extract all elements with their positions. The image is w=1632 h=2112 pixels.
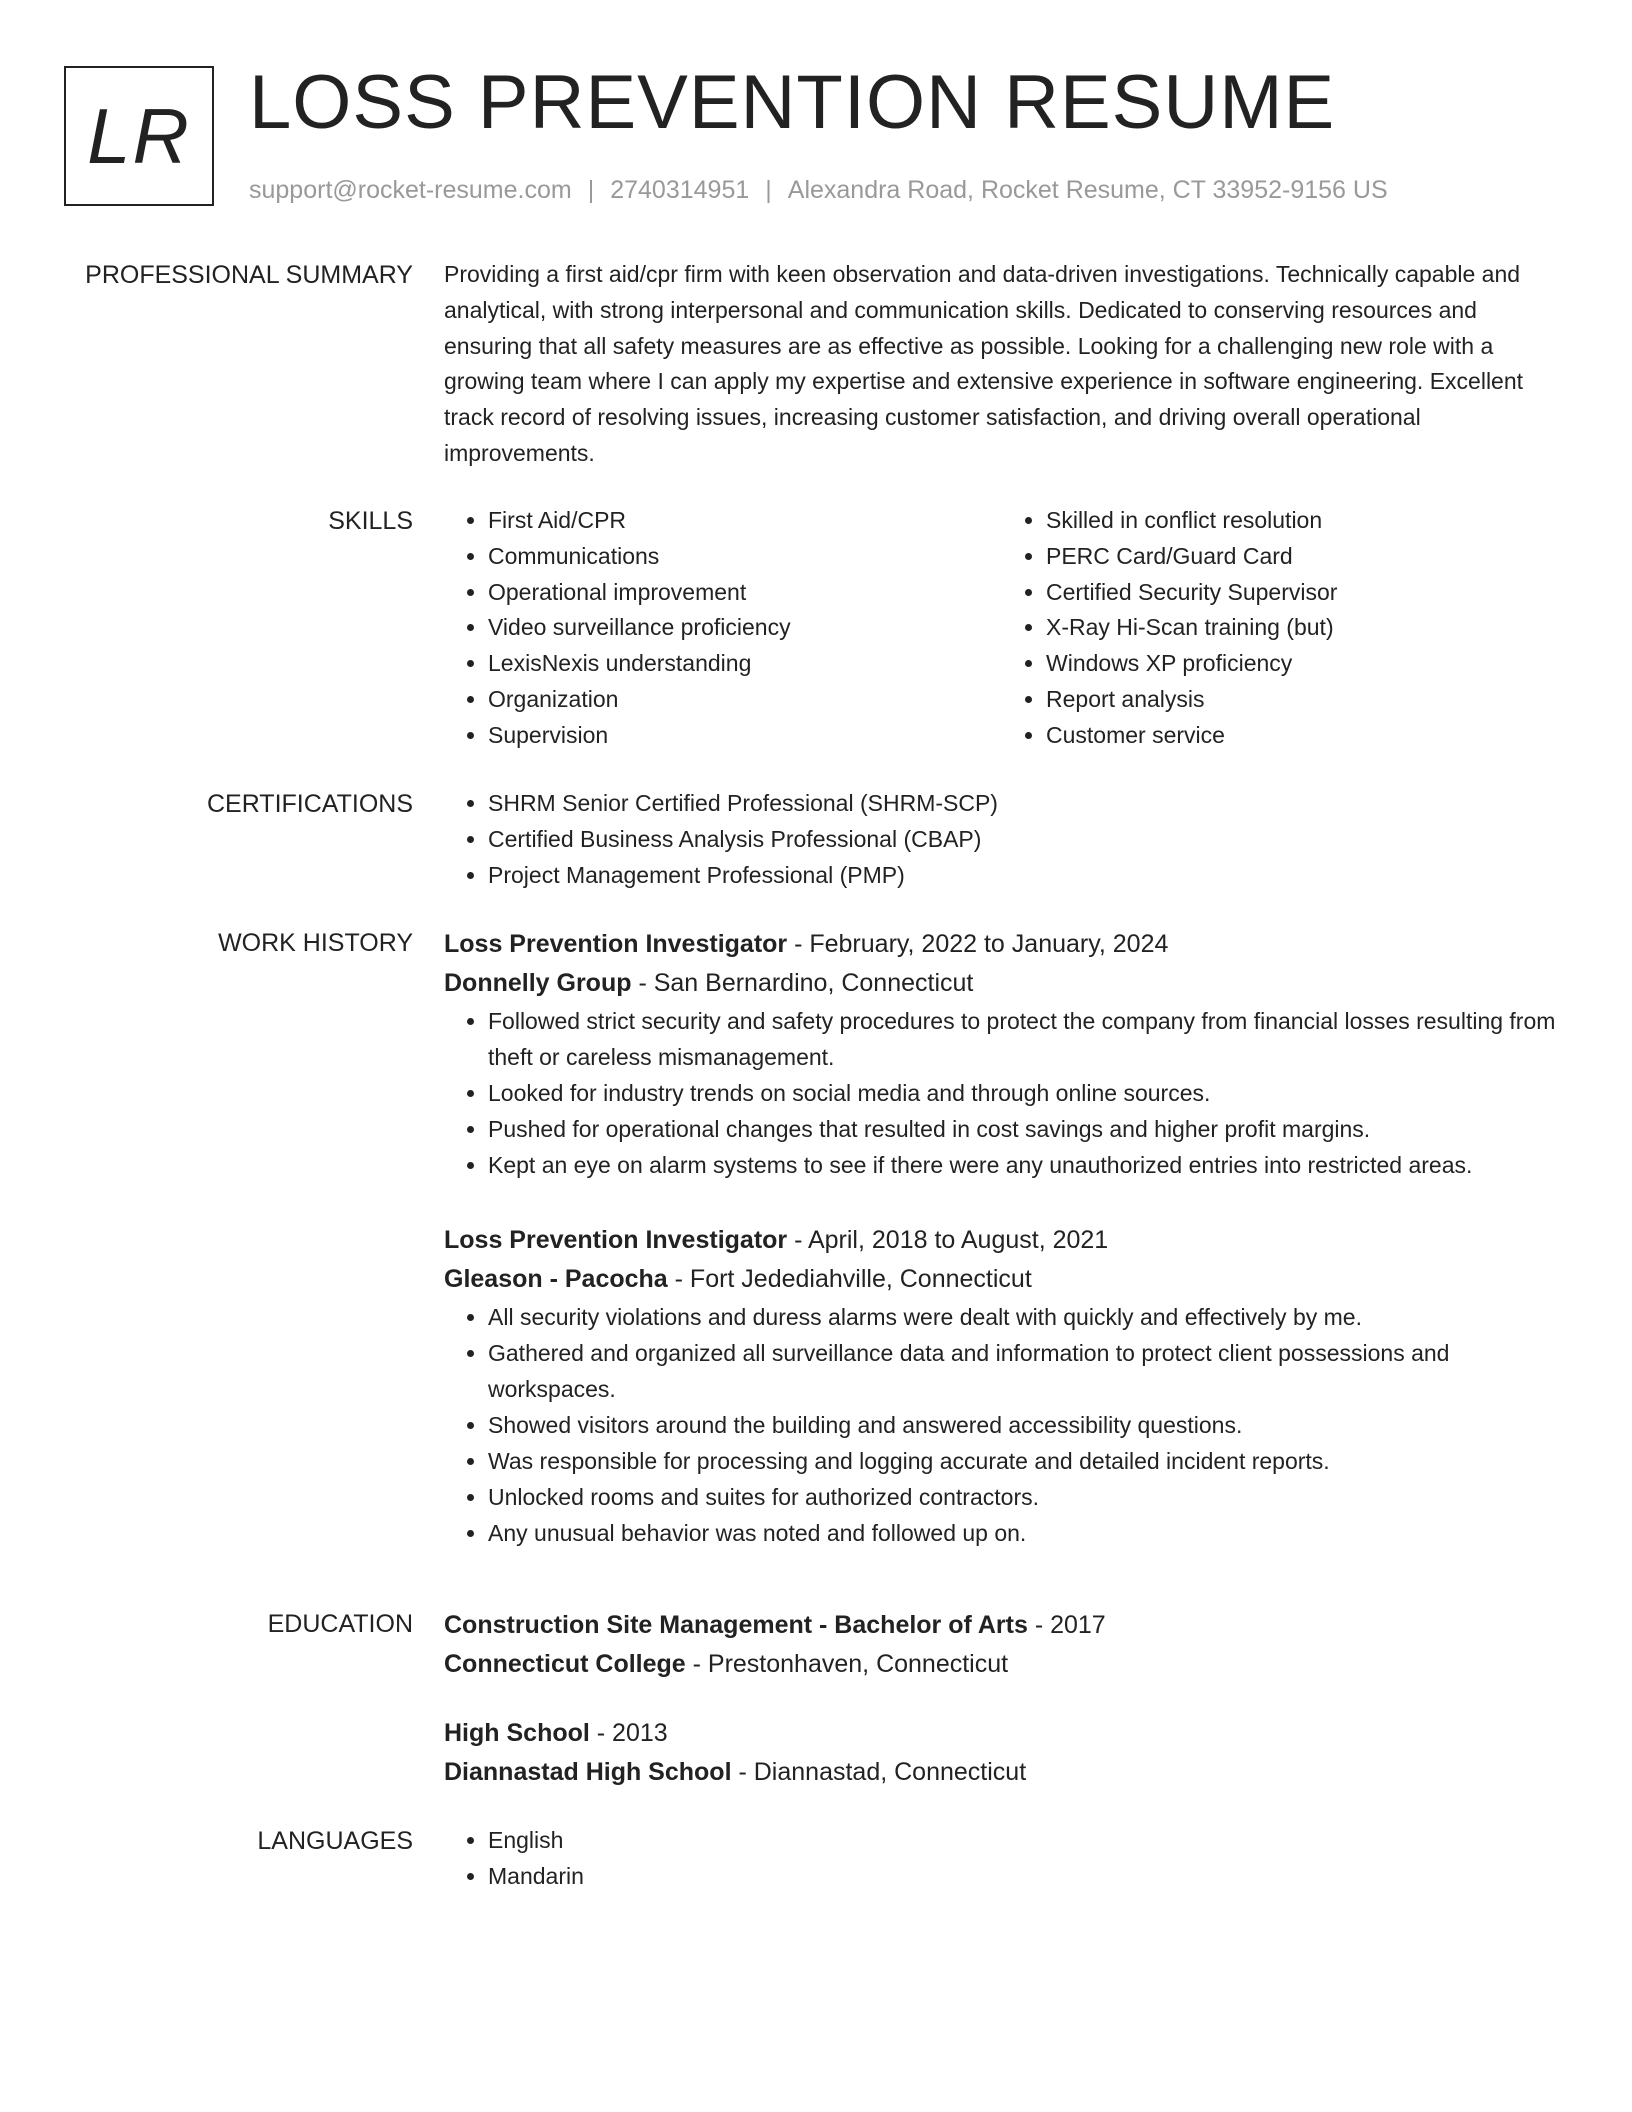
job-duties-list [444, 1299, 1560, 1551]
education-location: - Prestonhaven, Connecticut [685, 1650, 1009, 1678]
job-duty: • Any unusual behavior was noted and followed up on. [488, 1515, 1560, 1551]
education-degree: Construction Site Management - Bachelor of Arts [444, 1611, 1028, 1639]
education-degree-line [444, 1714, 1560, 1753]
monogram-text: LR [87, 91, 191, 180]
education-location: - Diannastad, Connecticut [731, 1758, 1027, 1786]
certifications-body [444, 786, 1560, 893]
job-duty: • Showed visitors around the building and answered accessibility questions. [488, 1407, 1560, 1443]
skills-label: SKILLS [328, 507, 413, 535]
work-history-body [444, 925, 1560, 1551]
job-duty: • Followed strict security and safety procedures to protect the company from financial losses resulting from theft or careless mismanagement. [488, 1003, 1560, 1075]
education-degree-line [444, 1606, 1560, 1645]
summary-label: PROFESSIONAL SUMMARY [85, 261, 413, 289]
skill-item: • Operational improvement [488, 575, 1002, 611]
job-location: - Fort Jedediahville, Connecticut [667, 1265, 1032, 1293]
job-duty: • All security violations and duress alarms were dealt with quickly and effectively by me. [488, 1299, 1560, 1335]
job-duty: • Unlocked rooms and suites for authorized contractors. [488, 1479, 1560, 1515]
skill-item: • Organization [488, 682, 1002, 718]
certification-item: • Certified Business Analysis Professional (CBAP) [488, 822, 1560, 858]
skills-list-left [444, 503, 1002, 754]
language-item: • Mandarin [488, 1859, 1560, 1895]
skill-item: • Customer service [1046, 718, 1560, 754]
languages-list [444, 1823, 1560, 1895]
job-duties-list [444, 1003, 1560, 1183]
job-title-line [444, 925, 1560, 964]
contact-phone: 2740314951 [610, 176, 750, 204]
skill-item: • Skilled in conflict resolution [1046, 503, 1560, 539]
monogram-badge [64, 66, 214, 206]
education-entry [444, 1606, 1560, 1684]
skill-item: • Supervision [488, 718, 1002, 754]
certification-item: • SHRM Senior Certified Professional (SHRM-SCP) [488, 786, 1560, 822]
job-title-line [444, 1221, 1560, 1260]
certifications-list [444, 786, 1560, 893]
skill-item: • First Aid/CPR [488, 503, 1002, 539]
summary-text: Providing a first aid/cpr firm with keen observation and data-driven investigations. Technically capable and analytical, with strong interpersonal and communication skills. Dedicated to conserving resources and ensuring that all safety measures are as effective as possible. Looking for a challenging new role with a growing team where I can apply my expertise and extensive experience in software engineering. Excellent track record of resolving issues, increasing customer satisfaction, and driving overall operational improvements. [444, 261, 1524, 466]
job-duty: • Kept an eye on alarm systems to see if there were any unauthorized entries into restricted areas. [488, 1147, 1560, 1183]
job-duty: • Looked for industry trends on social media and through online sources. [488, 1075, 1560, 1111]
language-item: • English [488, 1823, 1560, 1859]
job-dates: - February, 2022 to January, 2024 [787, 930, 1169, 958]
education-school-line [444, 1645, 1560, 1684]
work-history-label: WORK HISTORY [218, 929, 413, 957]
languages-body [444, 1823, 1560, 1895]
education-body [444, 1606, 1560, 1792]
contact-separator: | [587, 176, 595, 204]
education-entry [444, 1714, 1560, 1792]
job-company-line [444, 964, 1560, 1003]
contact-separator: | [765, 176, 772, 204]
job-company: Gleason - Pacocha [444, 1265, 668, 1293]
skill-item: • Windows XP proficiency [1046, 646, 1560, 682]
skill-item: • Certified Security Supervisor [1046, 575, 1560, 611]
skills-list-right [1002, 503, 1560, 754]
contact-address: Alexandra Road, Rocket Resume, CT 33952-9156 US [787, 176, 1388, 204]
certification-item: • Project Management Professional (PMP) [488, 858, 1560, 894]
education-year: - 2013 [589, 1719, 668, 1747]
skill-item: • Communications [488, 539, 1002, 575]
summary-body [444, 257, 1560, 472]
job-company: Donnelly Group [444, 969, 632, 997]
education-year: - 2017 [1027, 1611, 1106, 1639]
job-location: - San Bernardino, Connecticut [631, 969, 974, 997]
job-title: Loss Prevention Investigator [444, 1226, 788, 1254]
education-label: EDUCATION [267, 1610, 413, 1638]
skill-item: • X-Ray Hi-Scan training (but) [1046, 610, 1560, 646]
skill-item: • LexisNexis understanding [488, 646, 1002, 682]
skill-item: • Report analysis [1046, 682, 1560, 718]
resume-title: LOSS PREVENTION RESUME [249, 60, 1336, 145]
skills-body [444, 503, 1560, 754]
education-school: Connecticut College [444, 1650, 686, 1678]
job-dates: - April, 2018 to August, 2021 [787, 1226, 1109, 1254]
job-company-line [444, 1260, 1560, 1299]
education-school: Diannastad High School [444, 1758, 732, 1786]
education-degree: High School [444, 1719, 590, 1747]
job-entry [444, 1221, 1560, 1551]
contact-line [249, 172, 1388, 208]
job-duty: • Was responsible for processing and logging accurate and detailed incident reports. [488, 1443, 1560, 1479]
job-entry [444, 925, 1560, 1183]
skill-item: • PERC Card/Guard Card [1046, 539, 1560, 575]
job-title: Loss Prevention Investigator [444, 930, 788, 958]
skill-item: • Video surveillance proficiency [488, 610, 1002, 646]
job-duty: • Pushed for operational changes that resulted in cost savings and higher profit margins. [488, 1111, 1560, 1147]
education-school-line [444, 1753, 1560, 1792]
job-duty: • Gathered and organized all surveillance data and information to protect client possessions and workspaces. [488, 1335, 1560, 1407]
languages-label: LANGUAGES [257, 1827, 413, 1855]
certifications-label: CERTIFICATIONS [206, 790, 413, 818]
contact-email: support@rocket-resume.com [249, 176, 572, 204]
